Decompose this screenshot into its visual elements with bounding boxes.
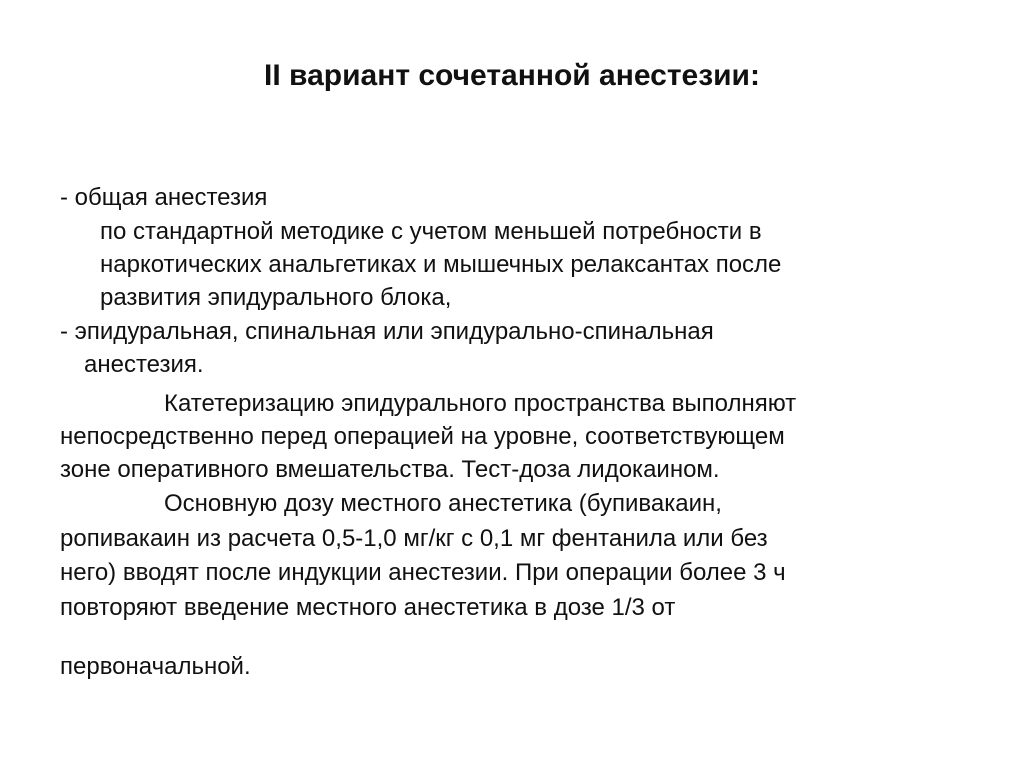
text-line: первоначальной.	[60, 653, 251, 680]
text-line: - эпидуральная, спинальная или эпидурально-спинальная	[60, 318, 714, 345]
text-line: по стандартной методике с учетом меньшей потребности в	[100, 218, 762, 245]
text-line: зоне оперативного вмешательства. Тест-доза лидокаином.	[60, 456, 720, 483]
text-line: ропивакаин из расчета 0,5-1,0 мг/кг с 0,1 мг фентанила или без	[60, 525, 768, 552]
text-line: анестезия.	[84, 351, 204, 378]
text-line: непосредственно перед операцией на уровне, соответствующем	[60, 423, 785, 450]
text-line: наркотических анальгетиках и мышечных релаксантах после	[100, 251, 782, 278]
slide-title: II вариант сочетанной анестезии:	[264, 59, 760, 92]
text-line: Катетеризацию эпидурального пространства выполняют	[164, 390, 797, 417]
text-line: него) вводят после индукции анестезии. При операции более 3 ч	[60, 559, 786, 586]
text-line: повторяют введение местного анестетика в дозе 1/3 от	[60, 594, 676, 621]
text-line: развития эпидурального блока,	[100, 284, 452, 311]
text-line: - общая анестезия	[60, 184, 268, 211]
text-line: Основную дозу местного анестетика (бупивакаин,	[164, 490, 722, 517]
